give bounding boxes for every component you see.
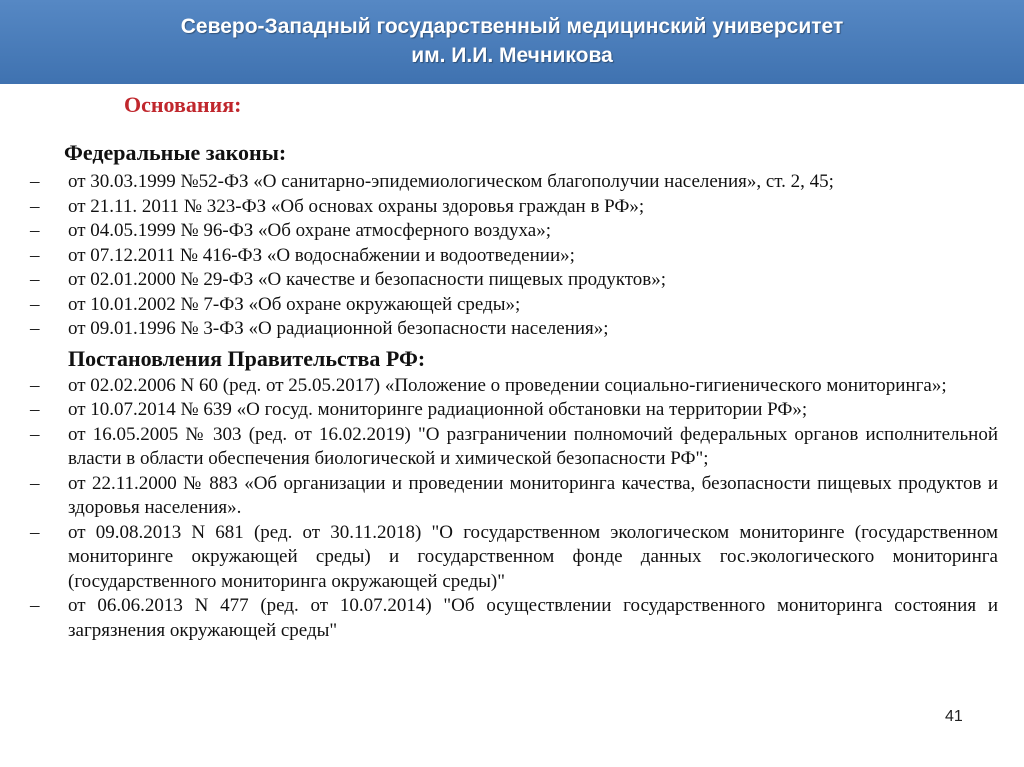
list-bullet: – xyxy=(30,521,40,543)
header-title-line2: им. И.И. Мечникова xyxy=(411,44,613,67)
slide-header xyxy=(0,0,1024,84)
list-item-text: от 21.11. 2011 № 323-ФЗ «Об основах охраны здоровья граждан в РФ»; xyxy=(68,195,645,217)
group-heading-government-decrees: Постановления Правительства РФ: xyxy=(68,345,426,371)
header-title-line1: Северо-Западный государственный медицинский университет xyxy=(180,15,844,38)
list-item xyxy=(30,398,998,423)
list-bullet: – xyxy=(30,171,40,192)
list-bullet: – xyxy=(30,195,40,217)
list-item-text: от 22.11.2000 № 883 «Об организации и проведении мониторинга качества, безопасности пищевых продуктов и здоровья населения». xyxy=(68,472,998,518)
list-item-text: от 02.02.2006 N 60 (ред. от 25.05.2017) «Положение о проведении социально-гигиенического мониторинга»; xyxy=(68,374,947,396)
list-item-text: от 04.05.1999 № 96-ФЗ «Об охране атмосферного воздуха»; xyxy=(68,220,552,241)
section-title: Основания: xyxy=(124,92,242,117)
list-item xyxy=(30,374,998,399)
list-bullet: – xyxy=(30,293,40,315)
list-bullet: – xyxy=(30,399,40,420)
list-item-text: от 09.01.1996 № 3-ФЗ «О радиационной безопасности населения»; xyxy=(68,318,609,339)
list-item xyxy=(30,423,998,472)
list-item xyxy=(30,170,998,195)
list-item xyxy=(30,472,998,521)
list-bullet: – xyxy=(30,318,40,339)
list-bullet: – xyxy=(30,472,40,494)
list-item-text: от 10.07.2014 № 639 «О госуд. мониторинге радиационной обстановки на территории РФ»; xyxy=(68,399,808,420)
list-item xyxy=(30,293,998,318)
list-bullet: – xyxy=(30,595,40,616)
list-item-text: от 10.01.2002 № 7-ФЗ «Об охране окружающей среды»; xyxy=(68,293,521,315)
list-bullet: – xyxy=(30,244,40,266)
page-number: 41 xyxy=(945,708,963,725)
list-item xyxy=(30,195,998,220)
list-item xyxy=(30,594,998,643)
list-bullet: – xyxy=(30,269,40,290)
list-item xyxy=(30,244,998,269)
list-item-text: от 09.08.2013 N 681 (ред. от 30.11.2018) "О государственном экологическом мониторинге (государственном мониторинге окружающей среды) и государственном фонде данных гос.экологического мониторинга (государственного мониторинга окружающей среды)" xyxy=(68,521,998,592)
list-bullet: – xyxy=(30,220,40,241)
group-heading-federal-laws: Федеральные законы: xyxy=(64,140,287,165)
document-content xyxy=(30,138,998,643)
list-item xyxy=(30,317,998,342)
list-item-text: от 30.03.1999 №52-ФЗ «О санитарно-эпидемиологическом благополучии населения», ст. 2, 45; xyxy=(68,171,834,192)
list-bullet: – xyxy=(30,374,40,396)
list-item xyxy=(30,219,998,244)
list-item xyxy=(30,521,998,595)
list-item-text: от 07.12.2011 № 416-ФЗ «О водоснабжении и водоотведении»; xyxy=(68,244,575,266)
list-item-text: от 16.05.2005 № 303 (ред. от 16.02.2019) "О разграничении полномочий федеральных органов исполнительной власти в области обеспечения биологической и химической безопасности РФ"; xyxy=(68,423,998,469)
list-item-text: от 06.06.2013 N 477 (ред. от 10.07.2014) "Об осуществлении государственного мониторинга состояния и загрязнения окружающей среды" xyxy=(68,595,998,641)
list-bullet: – xyxy=(30,423,40,445)
list-item xyxy=(30,268,998,293)
list-item-text: от 02.01.2000 № 29-ФЗ «О качестве и безопасности пищевых продуктов»; xyxy=(68,269,667,290)
